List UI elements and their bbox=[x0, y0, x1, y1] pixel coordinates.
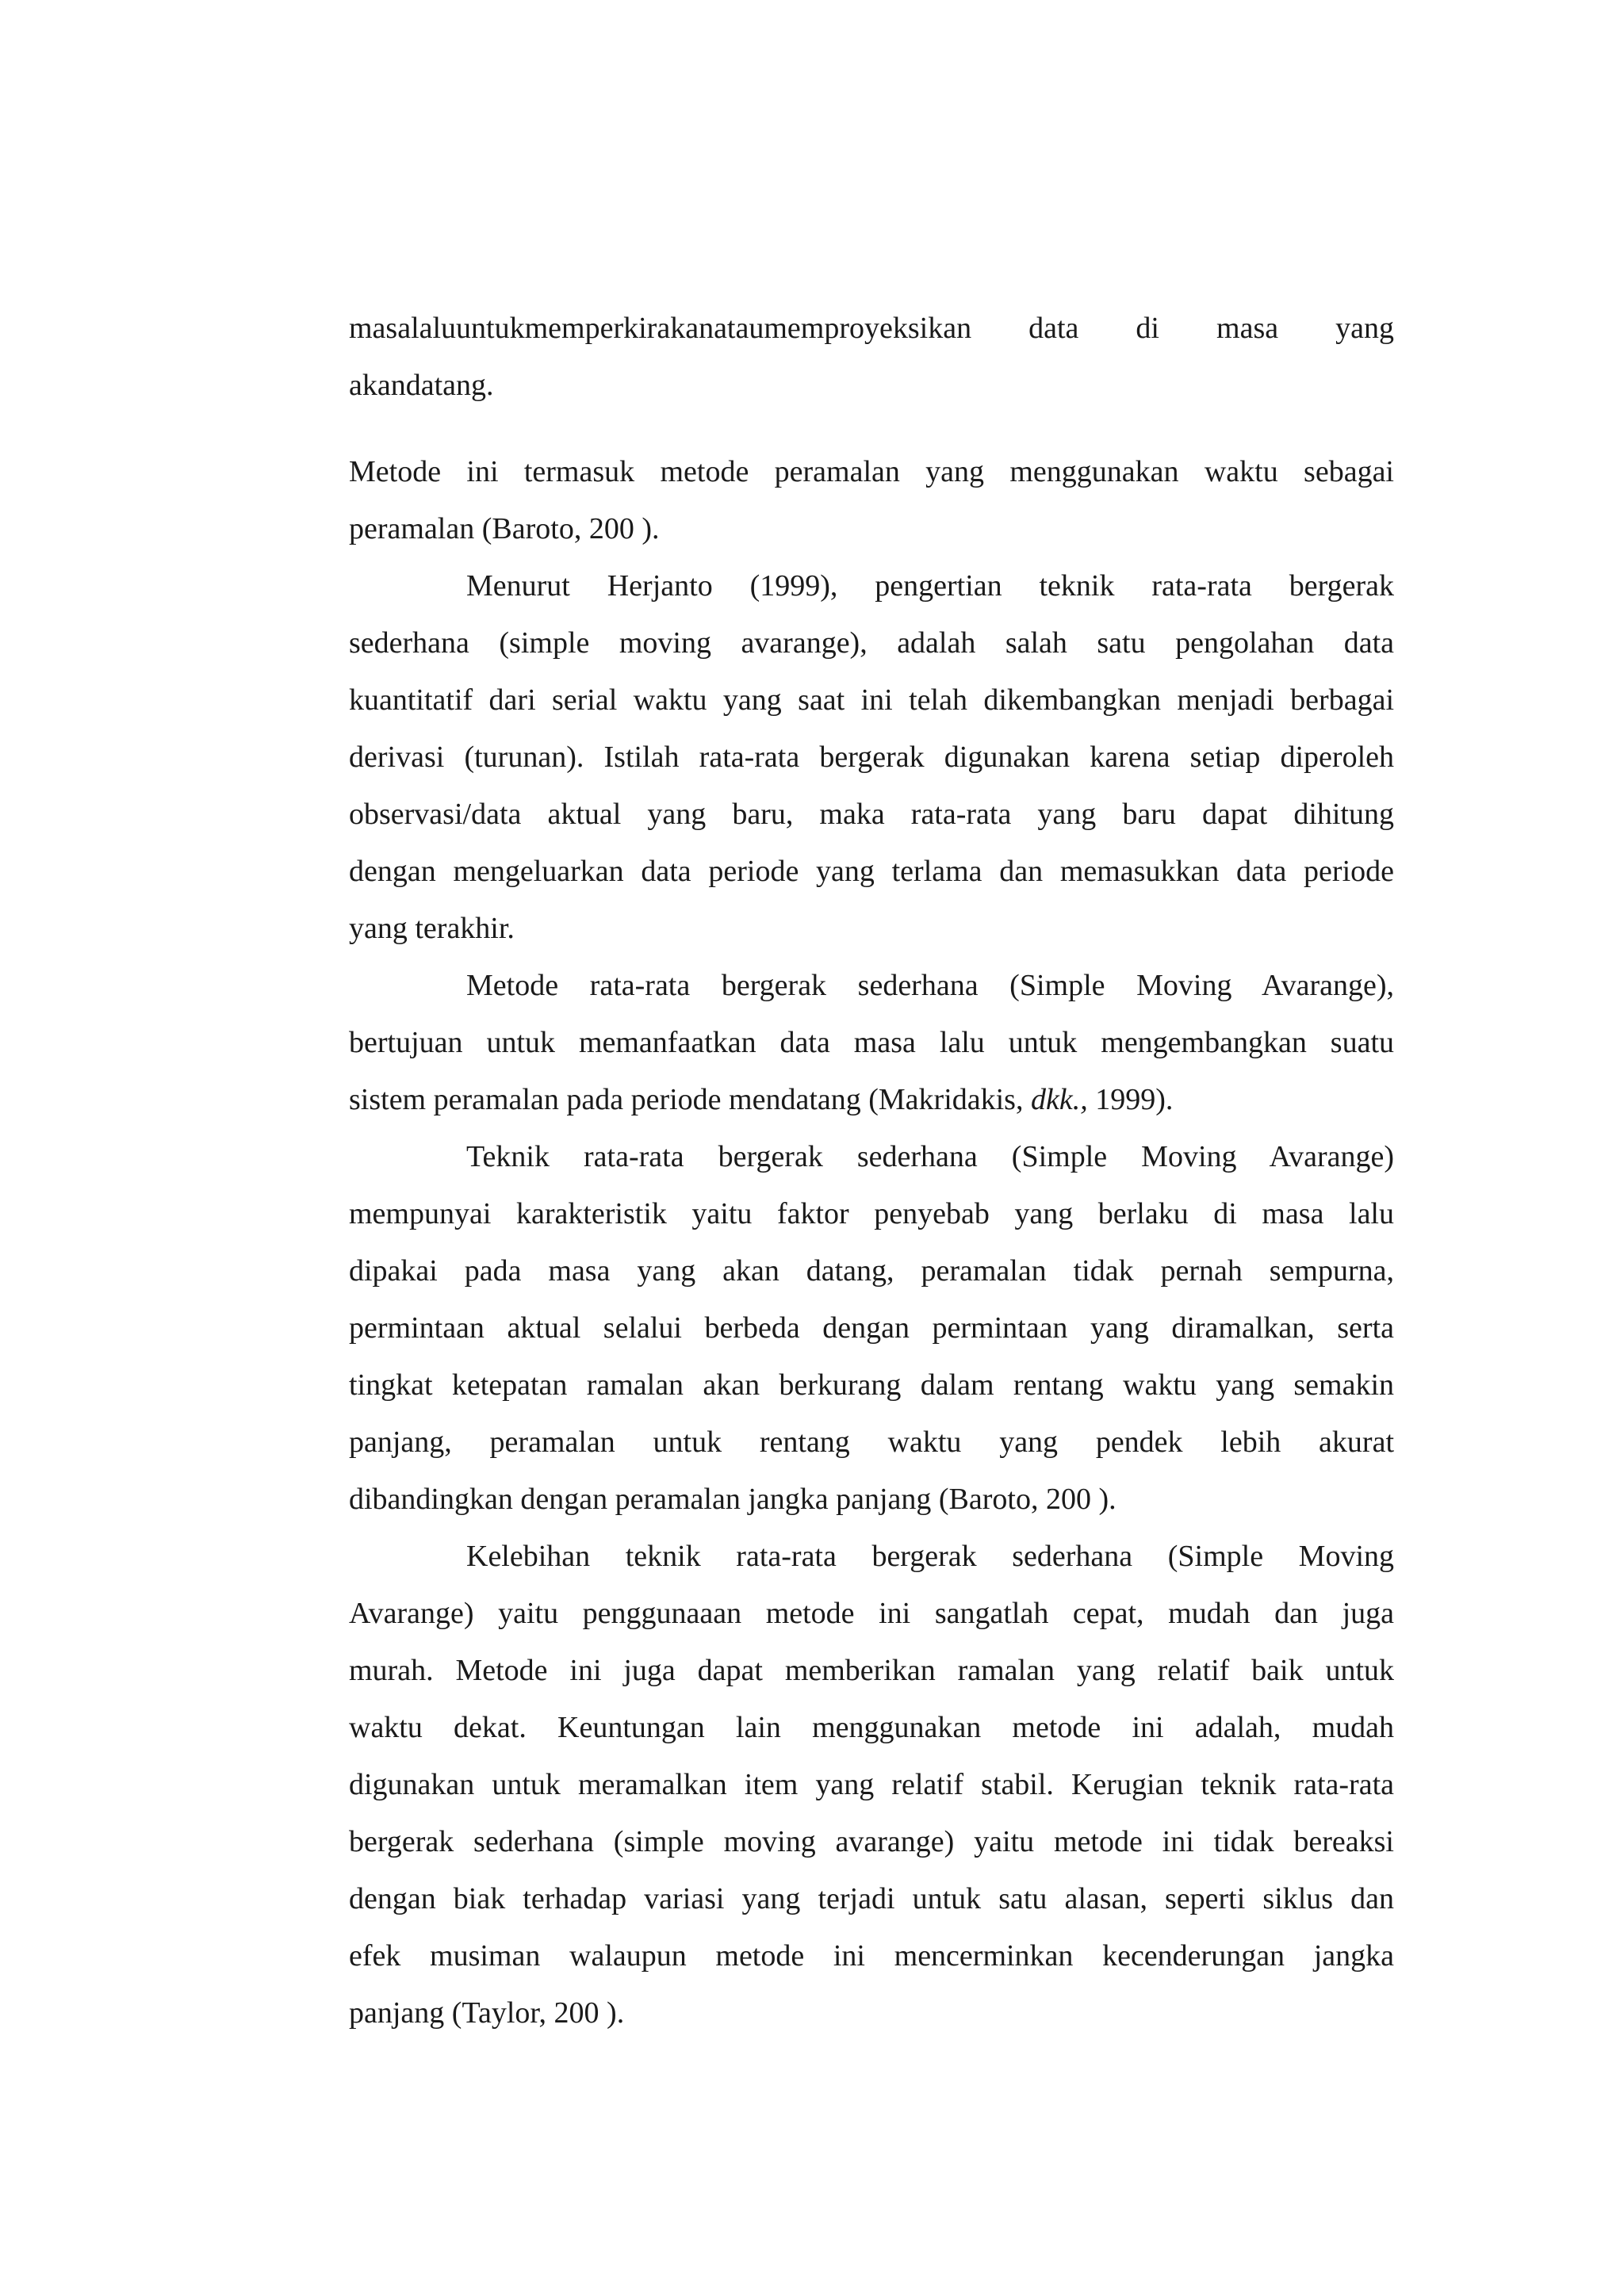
paragraph-5-line-3: murah. Metode ini juga dapat memberikan ramalan yang relatif baik untuk bbox=[349, 1654, 1394, 1687]
paragraph-2-line-7: yang terakhir. bbox=[349, 912, 515, 945]
paragraph-4-line-4: permintaan aktual selalui berbeda dengan permintaan yang diramalkan, serta bbox=[349, 1311, 1394, 1345]
paragraph-4-line-7: dibandingkan dengan peramalan jangka panjang (Baroto, 200 ). bbox=[349, 1483, 1116, 1516]
paragraph-5-line-5: digunakan untuk meramalkan item yang relatif stabil. Kerugian teknik rata-rata bbox=[349, 1768, 1394, 1801]
paragraph-2-line-4: derivasi (turunan). Istilah rata-rata bergerak digunakan karena setiap diperoleh bbox=[349, 740, 1394, 774]
paragraph-1-line-1: Metode ini termasuk metode peramalan yang menggunakan waktu sebagai bbox=[349, 455, 1394, 488]
paragraph-5-line-4: waktu dekat. Keuntungan lain menggunakan metode ini adalah, mudah bbox=[349, 1711, 1394, 1744]
paragraph-5-line-8: efek musiman walaupun metode ini mencerminkan kecenderungan jangka bbox=[349, 1939, 1394, 1973]
paragraph-5-line-1: Kelebihan teknik rata-rata bergerak sederhana (Simple Moving bbox=[466, 1540, 1394, 1573]
paragraph-1-line-2: peramalan (Baroto, 200 ). bbox=[349, 512, 660, 545]
paragraph-4-line-1: Teknik rata-rata bergerak sederhana (Simple Moving Avarange) bbox=[466, 1140, 1394, 1173]
paragraph-2-line-5: observasi/data aktual yang baru, maka rata-rata yang baru dapat dihitung bbox=[349, 798, 1394, 831]
paragraph-4-line-5: tingkat ketepatan ramalan akan berkurang dalam rentang waktu yang semakin bbox=[349, 1368, 1394, 1402]
paragraph-2-line-3: kuantitatif dari serial waktu yang saat ini telah dikembangkan menjadi berbagai bbox=[349, 683, 1394, 717]
paragraph-2-line-6: dengan mengeluarkan data periode yang terlama dan memasukkan data periode bbox=[349, 855, 1394, 888]
paragraph-3-line-2: bertujuan untuk memanfaatkan data masa lalu untuk mengembangkan suatu bbox=[349, 1026, 1394, 1059]
paragraph-4-line-2: mempunyai karakteristik yaitu faktor penyebab yang berlaku di masa lalu bbox=[349, 1197, 1394, 1230]
paragraph-4-line-3: dipakai pada masa yang akan datang, peramalan tidak pernah sempurna, bbox=[349, 1254, 1394, 1288]
paragraph-5-line-6: bergerak sederhana (simple moving avarange) yaitu metode ini tidak bereaksi bbox=[349, 1825, 1394, 1858]
paragraph-3-line-3 bbox=[349, 1071, 1394, 1128]
paragraph-5-line-9: panjang (Taylor, 200 ). bbox=[349, 1996, 625, 2030]
paragraph-2-line-2: sederhana (simple moving avarange), adalah salah satu pengolahan data bbox=[349, 626, 1394, 660]
paragraph-2-line-1: Menurut Herjanto (1999), pengertian teknik rata-rata bergerak bbox=[466, 569, 1394, 603]
paragraph-3-line-1: Metode rata-rata bergerak sederhana (Simple Moving Avarange), bbox=[466, 969, 1394, 1002]
paragraph-5-line-7: dengan biak terhadap variasi yang terjadi untuk satu alasan, seperti siklus dan bbox=[349, 1882, 1394, 1915]
intro-line-1: masalaluuntukmemperkirakanataumemproyeksikan data di masa yang bbox=[349, 312, 1394, 345]
paragraph-4-line-6: panjang, peramalan untuk rentang waktu yang pendek lebih akurat bbox=[349, 1425, 1394, 1459]
paragraph-5-line-2: Avarange) yaitu penggunaaan metode ini sangatlah cepat, mudah dan juga bbox=[349, 1597, 1394, 1630]
citation-text: sistem peramalan pada periode mendatang (Makridakis, bbox=[349, 1083, 1031, 1116]
citation-et-al: dkk., bbox=[1030, 1083, 1088, 1116]
citation-year: 1999). bbox=[1087, 1083, 1174, 1116]
intro-line-2: akandatang. bbox=[349, 369, 494, 402]
